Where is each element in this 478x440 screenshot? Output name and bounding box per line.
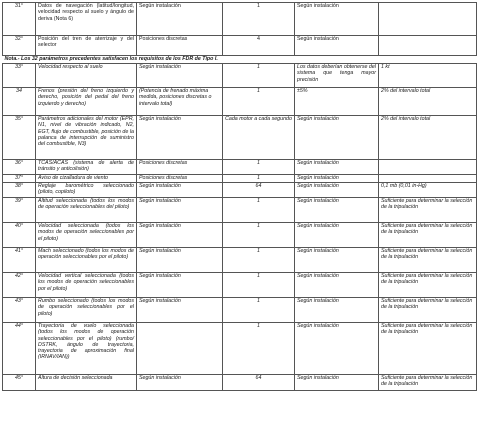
table-row [3, 323, 477, 375]
resolution-cell: Suficiente para determinar la selección de la tripulación [379, 375, 477, 391]
parameter-name: Reglaje barométrico seleccionado (piloto, copiloto) [36, 183, 137, 198]
rate-cell: Cada motor a cada segundo [223, 116, 295, 160]
table-body-bottom [3, 64, 477, 391]
table-row [3, 160, 477, 175]
range-cell: Según instalación [137, 248, 223, 273]
range-cell: (Potencia de frenado máxima medida, posiciones discretas o intervalo total) [137, 88, 223, 116]
resolution-cell: Suficiente para determinar la selección de la tripulación [379, 248, 477, 273]
table-row [3, 183, 477, 198]
accuracy-cell: Según instalación [295, 36, 379, 56]
rate-cell: 1 [223, 273, 295, 298]
resolution-cell: 2% del intervalo total [379, 88, 477, 116]
rate-cell: 64 [223, 375, 295, 391]
parameter-name: Altura de decisión seleccionada [36, 375, 137, 391]
row-number: 43° [3, 298, 36, 323]
rate-cell: 1 [223, 223, 295, 248]
accuracy-cell: Según instalación [295, 323, 379, 375]
row-number: 37° [3, 175, 36, 183]
rate-cell: 1 [223, 88, 295, 116]
accuracy-cell: Según instalación [295, 175, 379, 183]
accuracy-cell: Según instalación [295, 273, 379, 298]
accuracy-cell: Según instalación [295, 160, 379, 175]
parameter-name: Trayectoria de vuelo seleccionada (todos los modos de operación seleccionables por el piloto) (rumbo/ DSTRK, ángulo de trayectoria, trayectoria de aproximación final (IRNAV/IAN)) [36, 323, 137, 375]
rate-cell: 64 [223, 183, 295, 198]
accuracy-cell: Según instalación [295, 375, 379, 391]
resolution-cell: Suficiente para determinar la selección de la tripulación [379, 323, 477, 375]
range-cell: Según instalación [137, 64, 223, 88]
range-cell: Según instalación [137, 298, 223, 323]
row-number: 44° [3, 323, 36, 375]
row-number: 34 [3, 88, 36, 116]
range-cell: Según instalación [137, 273, 223, 298]
resolution-cell: Suficiente para determinar la selección de la tripulación [379, 198, 477, 223]
accuracy-cell: Según instalación [295, 198, 379, 223]
parameter-name: Velocidad vertical seleccionada (todos los modos de operación seleccionables por el piloto) [36, 273, 137, 298]
table-note-row [3, 56, 477, 64]
table-note: Nota.- Los 32 parámetros precedentes satisfacen los requisitos de los FDR de Tipo I. [3, 56, 477, 64]
parameter-name: Altitud seleccionada (todos los modos de operación seleccionables del piloto) [36, 198, 137, 223]
rate-cell: 1 [223, 323, 295, 375]
parameter-name: Posición del tren de aterrizaje y del selector [36, 36, 137, 56]
accuracy-cell: Según instalación [295, 183, 379, 198]
resolution-cell: 1 kt [379, 64, 477, 88]
range-cell: Según instalación [137, 183, 223, 198]
table-row [3, 116, 477, 160]
table-row [3, 248, 477, 273]
range-cell: Según instalación [137, 3, 223, 36]
rate-cell: 1 [223, 298, 295, 323]
range-cell [137, 323, 223, 375]
row-number: 35° [3, 116, 36, 160]
row-number: 45° [3, 375, 36, 391]
row-number: 40° [3, 223, 36, 248]
parameter-name: Mach seleccionado (todos los modos de operación seleccionables por el piloto) [36, 248, 137, 273]
table-row [3, 298, 477, 323]
row-number: 39° [3, 198, 36, 223]
accuracy-cell: Según instalación [295, 248, 379, 273]
parameter-name: TCAS/ACAS (sistema de alerta de tránsito y anticolisión) [36, 160, 137, 175]
row-number: 33° [3, 64, 36, 88]
parameter-name: Frenos (presión del freno izquierdo y derecho, posición del pedal del freno izquierdo y derecho) [36, 88, 137, 116]
resolution-cell [379, 175, 477, 183]
resolution-cell [379, 160, 477, 175]
accuracy-cell: Según instalación [295, 298, 379, 323]
table-row [3, 273, 477, 298]
table-row [3, 375, 477, 391]
parameter-name: Aviso de cizalladura de viento [36, 175, 137, 183]
range-cell: Posiciones discretas [137, 160, 223, 175]
accuracy-cell: Según instalación [295, 116, 379, 160]
resolution-cell: 2% del intervalo total [379, 116, 477, 160]
range-cell: Según instalación [137, 116, 223, 160]
range-cell: Según instalación [137, 375, 223, 391]
resolution-cell: Suficiente para determinar la selección de la tripulación [379, 298, 477, 323]
accuracy-cell: Según instalación [295, 3, 379, 36]
table-body-top [3, 3, 477, 56]
rate-cell: 4 [223, 36, 295, 56]
resolution-cell: 0,1 mb (0,01 in-Hg) [379, 183, 477, 198]
range-cell: Posiciones discretas [137, 175, 223, 183]
range-cell: Según instalación [137, 223, 223, 248]
row-number: 38° [3, 183, 36, 198]
rate-cell: 1 [223, 248, 295, 273]
resolution-cell: Suficiente para determinar la selección de la tripulación [379, 273, 477, 298]
parameter-name: Rumbo seleccionado (todos los modos de operación seleccionables por el piloto) [36, 298, 137, 323]
rate-cell: 1 [223, 64, 295, 88]
accuracy-cell: Según instalación [295, 223, 379, 248]
row-number: 42° [3, 273, 36, 298]
parameter-name: Velocidad seleccionada (todos los modos de operación seleccionables por el piloto) [36, 223, 137, 248]
accuracy-cell: ±5% [295, 88, 379, 116]
table-note-section [3, 56, 477, 64]
table-row [3, 175, 477, 183]
range-cell: Posiciones discretas [137, 36, 223, 56]
resolution-cell: Suficiente para determinar la selección de la tripulación [379, 223, 477, 248]
parameter-name: Parámetros adicionales del motor (EPR, N1, nivel de vibración indicado, N2, EGT, flujo de combustible, posición de la palanca de interrupción de suministro del combustible, N3) [36, 116, 137, 160]
table-row [3, 3, 477, 36]
resolution-cell [379, 36, 477, 56]
row-number: 36° [3, 160, 36, 175]
rate-cell: 1 [223, 175, 295, 183]
table-row [3, 88, 477, 116]
row-number: 32° [3, 36, 36, 56]
table-row [3, 64, 477, 88]
rate-cell: 1 [223, 160, 295, 175]
parameter-name: Datos de navegación (latitud/longitud, velocidad respecto al suelo y ángulo de deriva (Nota 6) [36, 3, 137, 36]
table-row [3, 223, 477, 248]
parameters-table [2, 2, 477, 391]
range-cell: Según instalación [137, 198, 223, 223]
table-row [3, 36, 477, 56]
rate-cell: 1 [223, 3, 295, 36]
accuracy-cell: Los datos deberían obtenerse del sistema que tenga mayor precisión [295, 64, 379, 88]
parameter-name: Velocidad respecto al suelo [36, 64, 137, 88]
table-row [3, 198, 477, 223]
row-number: 31° [3, 3, 36, 36]
row-number: 41° [3, 248, 36, 273]
rate-cell: 1 [223, 198, 295, 223]
resolution-cell [379, 3, 477, 36]
